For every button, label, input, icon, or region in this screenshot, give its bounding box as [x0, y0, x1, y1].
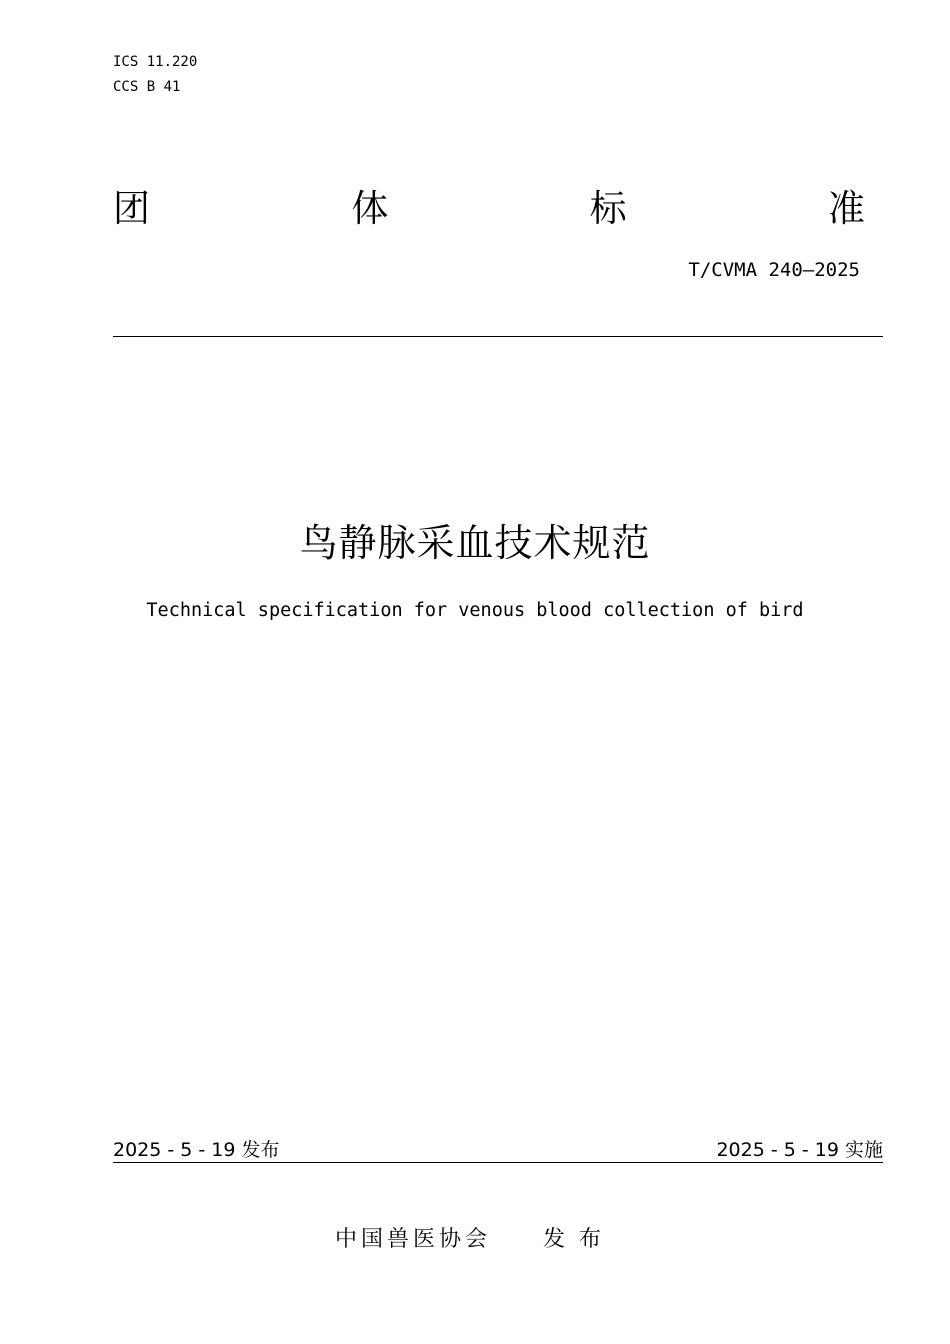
classification-codes: [113, 50, 197, 100]
implementation-date: 2025 - 5 - 19 实施: [716, 1139, 883, 1161]
standard-type-char: 准: [827, 187, 865, 230]
document-title-chinese: 鸟静脉采血技术规范: [299, 521, 651, 565]
document-title-english: Technical specification for venous blood collection of bird: [146, 600, 804, 621]
standard-number: T/CVMA 240—2025: [688, 259, 860, 281]
standard-type-char: 团: [113, 187, 150, 230]
standard-type-char: 标: [589, 187, 627, 230]
date-line: [113, 1137, 883, 1163]
header-divider: [113, 336, 883, 337]
publisher-action: 发布: [543, 1227, 616, 1252]
publisher-line: [0, 1222, 950, 1253]
issue-date: 2025 - 5 - 19 发布: [113, 1139, 280, 1161]
ccs-code: CCS B 41: [113, 79, 181, 95]
standard-type-heading: [113, 184, 865, 234]
footer-divider: [113, 1162, 883, 1163]
publisher-organization: 中国兽医协会: [334, 1227, 491, 1252]
ics-code: ICS 11.220: [113, 54, 198, 70]
standard-type-char: 体: [351, 187, 389, 230]
